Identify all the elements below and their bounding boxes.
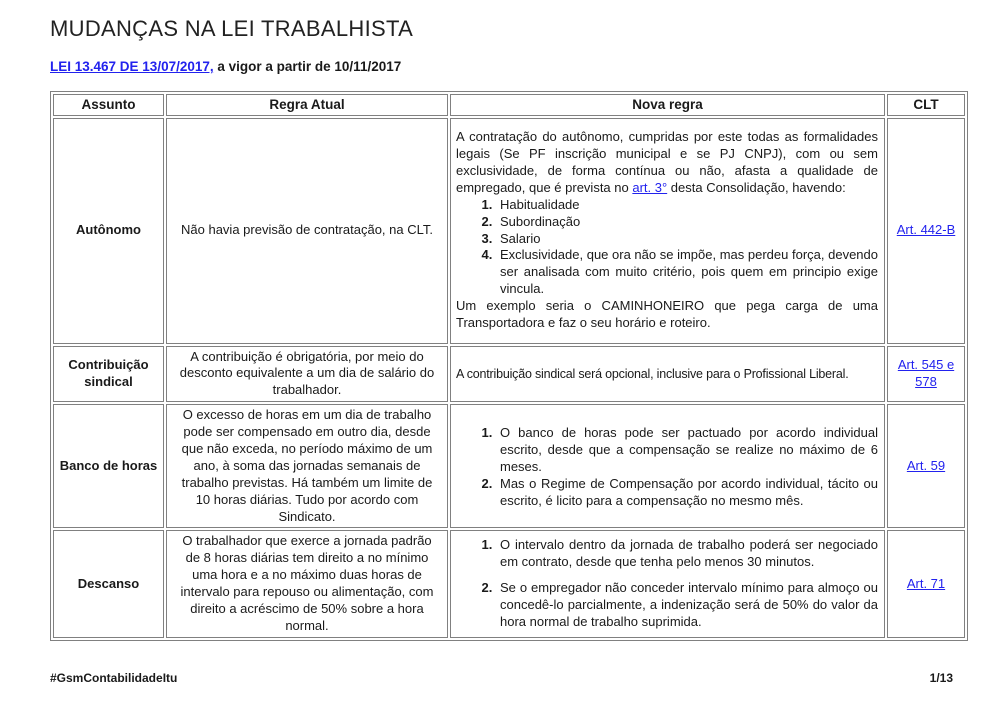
table-header-row (53, 94, 965, 116)
cell-regra-atual: O excesso de horas em um dia de trabalho pode ser compensado em outro dia, desde que não exceda, no período máximo de um ano, à soma das jornadas semanais de trabalho previstas. Há também um limite de 10 horas diárias. Tudo por acordo com Sindicato. (166, 404, 448, 528)
table-row-autonomo (53, 118, 965, 344)
cell-nova-regra: A contribuição sindical será opcional, inclusive para o Profissional Liberal. (450, 346, 885, 403)
list-item: 4. Exclusividade, que ora não se impõe, mas perdeu força, devendo ser analisada com muito critério, pois quem em principio exige vincula. (496, 247, 878, 298)
table-row-contribuicao-sindical (53, 346, 965, 403)
law-link[interactable]: LEI 13.467 DE 13/07/2017, (50, 59, 214, 74)
footer-hashtag: #GsmContabilidadeItu (50, 670, 178, 685)
law-changes-table (50, 91, 968, 641)
list-item: 1. Habitualidade (496, 197, 878, 214)
cell-regra-atual: Não havia previsão de contratação, na CLT. (166, 118, 448, 344)
subtitle (50, 59, 953, 74)
nova-regra-text: A contratação do autônomo, cumpridas por este todas as formalidades legais (Se PF inscrição municipal e se PJ CNPJ), com ou sem exclusividade, de forma contínua ou não, afasta a qualidade de empregado, que é prevista no (456, 129, 878, 195)
column-header-nova-regra: Nova regra (450, 94, 885, 116)
list-item: 3. Salario (496, 231, 878, 248)
column-header-regra-atual: Regra Atual (166, 94, 448, 116)
art-545-578-link[interactable]: Art. 545 e 578 (897, 356, 955, 389)
table-row-descanso (53, 530, 965, 637)
cell-clt (887, 346, 965, 403)
cell-assunto: Descanso (53, 530, 164, 637)
art-59-link[interactable]: Art. 59 (906, 457, 946, 473)
cell-clt (887, 118, 965, 344)
column-header-clt: CLT (887, 94, 965, 116)
cell-nova-regra (450, 530, 885, 637)
list-item: 1. O banco de horas pode ser pactuado por acordo individual escrito, desde que a compensação se realize no máximo de 6 meses. (496, 425, 878, 476)
list-item: 2. Mas o Regime de Compensação por acordo individual, tácito ou escrito, é licito para a compensação no mesmo mês. (496, 476, 878, 510)
cell-clt (887, 404, 965, 528)
cell-assunto: Autônomo (53, 118, 164, 344)
cell-regra-atual: A contribuição é obrigatória, por meio do desconto equivalente a um dia de salário do trabalhador. (166, 346, 448, 403)
list-item: 2. Se o empregador não conceder intervalo mínimo para almoço ou concedê-lo parcialmente, a indenização será de 50% do valor da hora normal de trabalho suprimida. (496, 580, 878, 631)
nova-regra-list (456, 425, 878, 509)
cell-nova-regra (450, 404, 885, 528)
nova-regra-example: Um exemplo seria o CAMINHONEIRO que pega carga de uma Transportadora e faz o seu horário e roteiro. (456, 298, 878, 330)
list-item: 2. Subordinação (496, 214, 878, 231)
list-item: 1. O intervalo dentro da jornada de trabalho poderá ser negociado em contrato, desde que tenha pelo menos 30 minutos. (496, 537, 878, 571)
cell-clt (887, 530, 965, 637)
page-number: 1/13 (929, 670, 953, 685)
art-71-link[interactable]: Art. 71 (906, 575, 946, 591)
nova-regra-list (456, 537, 878, 630)
table-row-banco-de-horas (53, 404, 965, 528)
page-footer (50, 671, 953, 685)
art-3-link[interactable]: art. 3° (632, 179, 668, 195)
cell-nova-regra (450, 118, 885, 344)
nova-regra-list (456, 197, 878, 298)
nova-regra-paragraph (456, 129, 878, 197)
column-header-assunto: Assunto (53, 94, 164, 116)
cell-assunto: Banco de horas (53, 404, 164, 528)
cell-regra-atual: O trabalhador que exerce a jornada padrão de 8 horas diárias tem direito a no mínimo uma hora e a no máximo duas horas de intervalo para repouso ou alimentação, com direito a acréscimo de 50% sobre a hora normal. (166, 530, 448, 637)
subtitle-effective-date: a vigor a partir de 10/11/2017 (213, 59, 402, 74)
cell-assunto: Contribuição sindical (53, 346, 164, 403)
page-title: MUDANÇAS NA LEI TRABALHISTA (50, 16, 414, 41)
nova-regra-text: desta Consolidação, havendo: (667, 179, 846, 195)
art-442b-link[interactable]: Art. 442-B (896, 222, 956, 238)
